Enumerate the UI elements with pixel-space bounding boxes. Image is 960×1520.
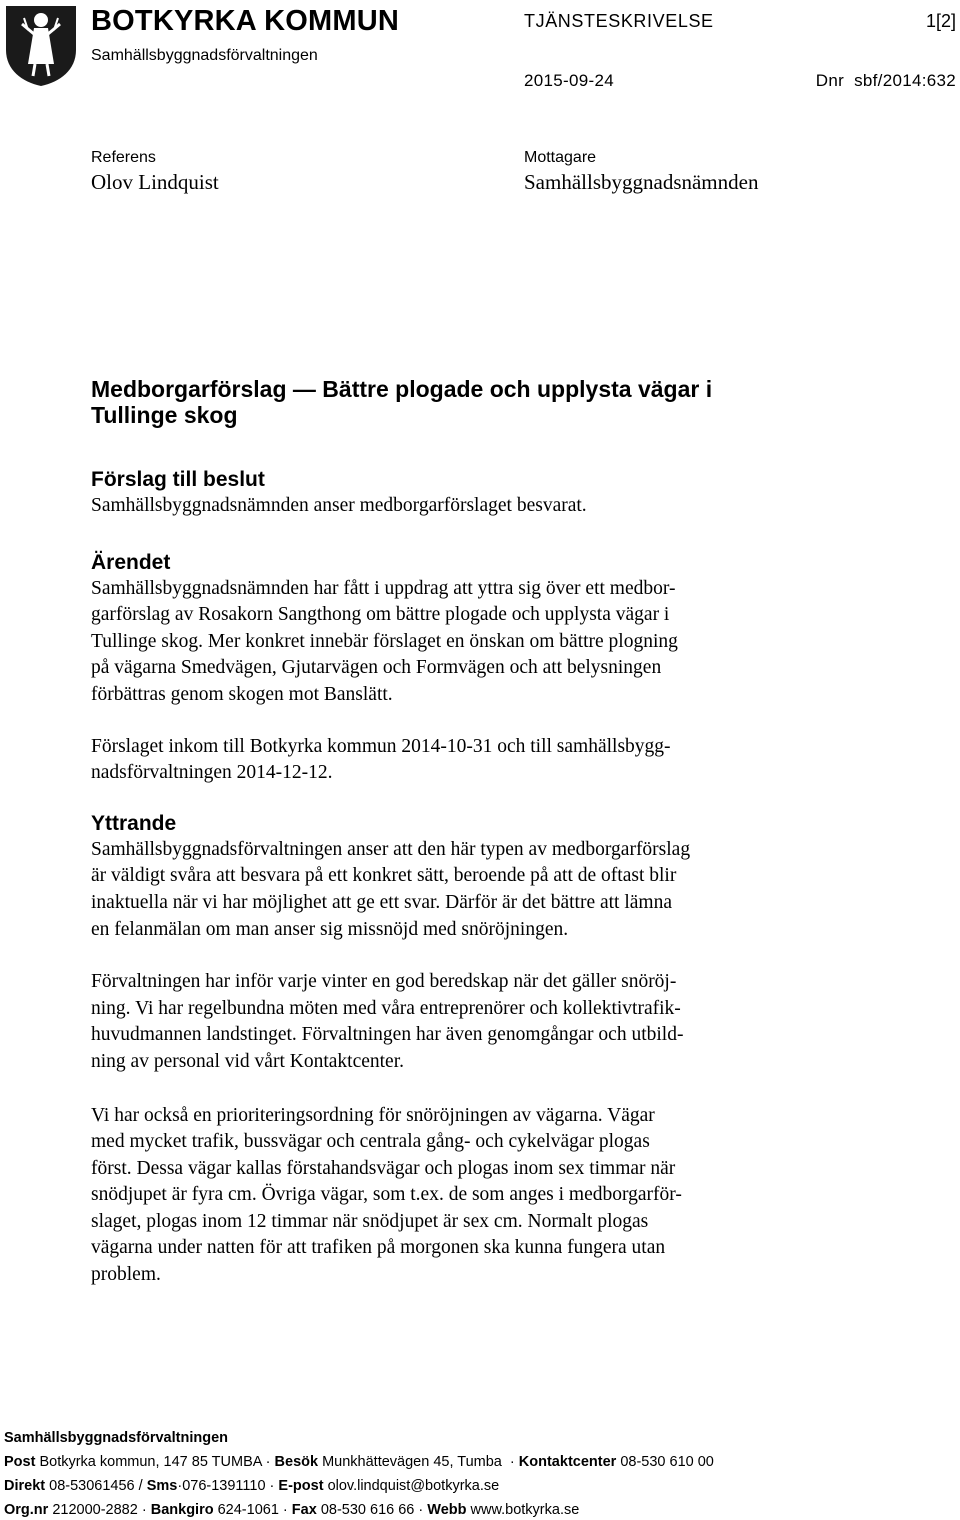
footer-post-line (4, 1452, 714, 1472)
footer-separator: · (177, 1478, 183, 1494)
footer-fax-value: 08-530 616 66 (320, 1502, 415, 1518)
reference-name: Olov Lindquist (91, 170, 219, 194)
text-line: med mycket trafik, bussvägar och centrala gång- och cykelvägar plogas (91, 1131, 650, 1153)
footer-sms-label: Sms (146, 1478, 178, 1494)
text-line: Förslaget inkom till Botkyrka kommun 2014-10-31 och till samhällsbygg- (91, 735, 671, 757)
heading-yttrande: Yttrande (91, 811, 177, 835)
text-line: snödjupet är fyra cm. Övriga vägar, som t.ex. de som anges i medborgarför- (91, 1184, 682, 1206)
footer-epost-value: olov.lindquist@botkyrka.se (327, 1478, 500, 1494)
text-line: slaget, plogas inom 12 timmar när snödjupet är sex cm. Normalt plogas (91, 1210, 649, 1232)
footer-fax-label: Fax (291, 1502, 317, 1518)
footer-direkt-label: Direkt (4, 1478, 46, 1494)
text-line: ning av personal vid vårt Kontaktcenter. (91, 1050, 404, 1072)
footer-webb-value: www.botkyrka.se (470, 1502, 580, 1518)
footer-direkt-value: 08-53061456 / (49, 1478, 143, 1494)
text-line: Förvaltningen har inför varje vinter en god beredskap när det gäller snöröj- (91, 971, 677, 993)
text-line: problem. (91, 1264, 161, 1286)
footer-post-value: Botkyrka kommun, 147 85 TUMBA (39, 1454, 262, 1470)
text-line: Tullinge skog. Mer konkret innebär förslaget en önskan om bättre plogning (91, 630, 678, 652)
footer-kontakt-value: 08-530 610 00 (620, 1454, 714, 1470)
footer-epost-label: E-post (278, 1478, 324, 1494)
footer-dept: Samhällsbyggnadsförvaltningen (4, 1430, 228, 1446)
document-dnr: Dnr sbf/2014:632 (815, 71, 956, 90)
forslag-text (91, 493, 821, 520)
footer-orgnr-label: Org.nr (4, 1502, 49, 1518)
footer-separator: · (282, 1502, 288, 1518)
footer-separator: · (269, 1478, 275, 1494)
text-line: Samhällsbyggnadsförvaltningen anser att den här typen av medborgarförslag (91, 838, 691, 860)
coat-of-arms-logo (4, 4, 78, 88)
document-body (91, 376, 821, 1289)
footer-separator: · (418, 1502, 424, 1518)
heading-arendet: Ärendet (91, 550, 171, 574)
recipient-name: Samhällsbyggnadsnämnden (524, 170, 759, 194)
recipient-label: Mottagare (524, 149, 597, 166)
text-line: Samhällsbyggnadsnämnden har fått i uppdrag att yttra sig över ett medbor- (91, 577, 676, 599)
text-line: huvudmannen landstinget. Förvaltningen har även genomgångar och utbild- (91, 1024, 684, 1046)
text-line: garförslag av Rosakorn Sangthong om bättre plogade och upplysta vägar i (91, 604, 670, 626)
text-line: inaktuella när vi har möjlighet att ge ett svar. Därför är det bättre att lämna (91, 891, 672, 913)
yttrande-paragraph-1 (91, 837, 821, 943)
text-line: förbättras genom skogen mot Banslätt. (91, 683, 393, 705)
footer-besok-value: Munkhättevägen 45, Tumba (322, 1454, 502, 1470)
org-name: BOTKYRKA KOMMUN (91, 5, 400, 37)
yttrande-paragraph-3 (91, 1103, 821, 1289)
footer-direkt-line (4, 1476, 499, 1496)
text-line: vägarna under natten för att trafiken på morgonen ska kunna fungera utan (91, 1237, 666, 1259)
footer-kontakt-label: Kontaktcenter (518, 1454, 617, 1470)
footer-separator: · (141, 1502, 147, 1518)
footer-orgnr-line (4, 1500, 579, 1520)
footer-bankgiro-value: 624-1061 (217, 1502, 279, 1518)
text-line: Samhällsbyggnadsnämnden anser medborgarförslaget besvarat. (91, 495, 587, 516)
document-date: 2015-09-24 (524, 71, 614, 90)
yttrande-paragraph-2 (91, 969, 821, 1075)
footer-separator: · (509, 1454, 515, 1470)
org-department: Samhällsbyggnadsförvaltningen (91, 47, 318, 64)
document-type: TJÄNSTESKRIVELSE (524, 11, 714, 31)
text-line: först. Dessa vägar kallas förstahandsvägar och plogas inom sex timmar när (91, 1157, 676, 1179)
footer-orgnr-value: 212000-2882 (52, 1502, 138, 1518)
text-line: Vi har också en prioriteringsordning för snöröjningen av vägarna. Vägar (91, 1104, 655, 1126)
title-line: Medborgarförslag — Bättre plogade och upplysta vägar i (91, 376, 713, 402)
heading-forslag: Förslag till beslut (91, 468, 265, 491)
footer-webb-label: Webb (427, 1502, 467, 1518)
document-title (91, 376, 821, 428)
text-line: en felanmälan om man anser sig missnöjd med snöröjningen. (91, 918, 569, 940)
reference-label: Referens (91, 149, 156, 166)
arendet-paragraph-1 (91, 576, 821, 709)
text-line: är väldigt svåra att besvara på ett konkret sätt, beroende på att de oftast blir (91, 865, 677, 887)
footer-dept-line (4, 1428, 228, 1448)
text-line: nadsförvaltningen 2014-12-12. (91, 762, 333, 784)
footer-post-label: Post (4, 1454, 36, 1470)
footer-separator: · (265, 1454, 271, 1470)
page-number: 1[2] (925, 11, 956, 31)
text-line: ning. Vi har regelbundna möten med våra entreprenörer och kollektivtrafik- (91, 997, 681, 1019)
text-line: på vägarna Smedvägen, Gjutarvägen och Formvägen och att belysningen (91, 657, 662, 679)
footer-sms-value: 076-1391110 (182, 1478, 266, 1494)
title-line: Tullinge skog (91, 402, 238, 428)
footer-besok-label: Besök (274, 1454, 319, 1470)
arendet-paragraph-2 (91, 734, 821, 787)
footer-bankgiro-label: Bankgiro (150, 1502, 214, 1518)
